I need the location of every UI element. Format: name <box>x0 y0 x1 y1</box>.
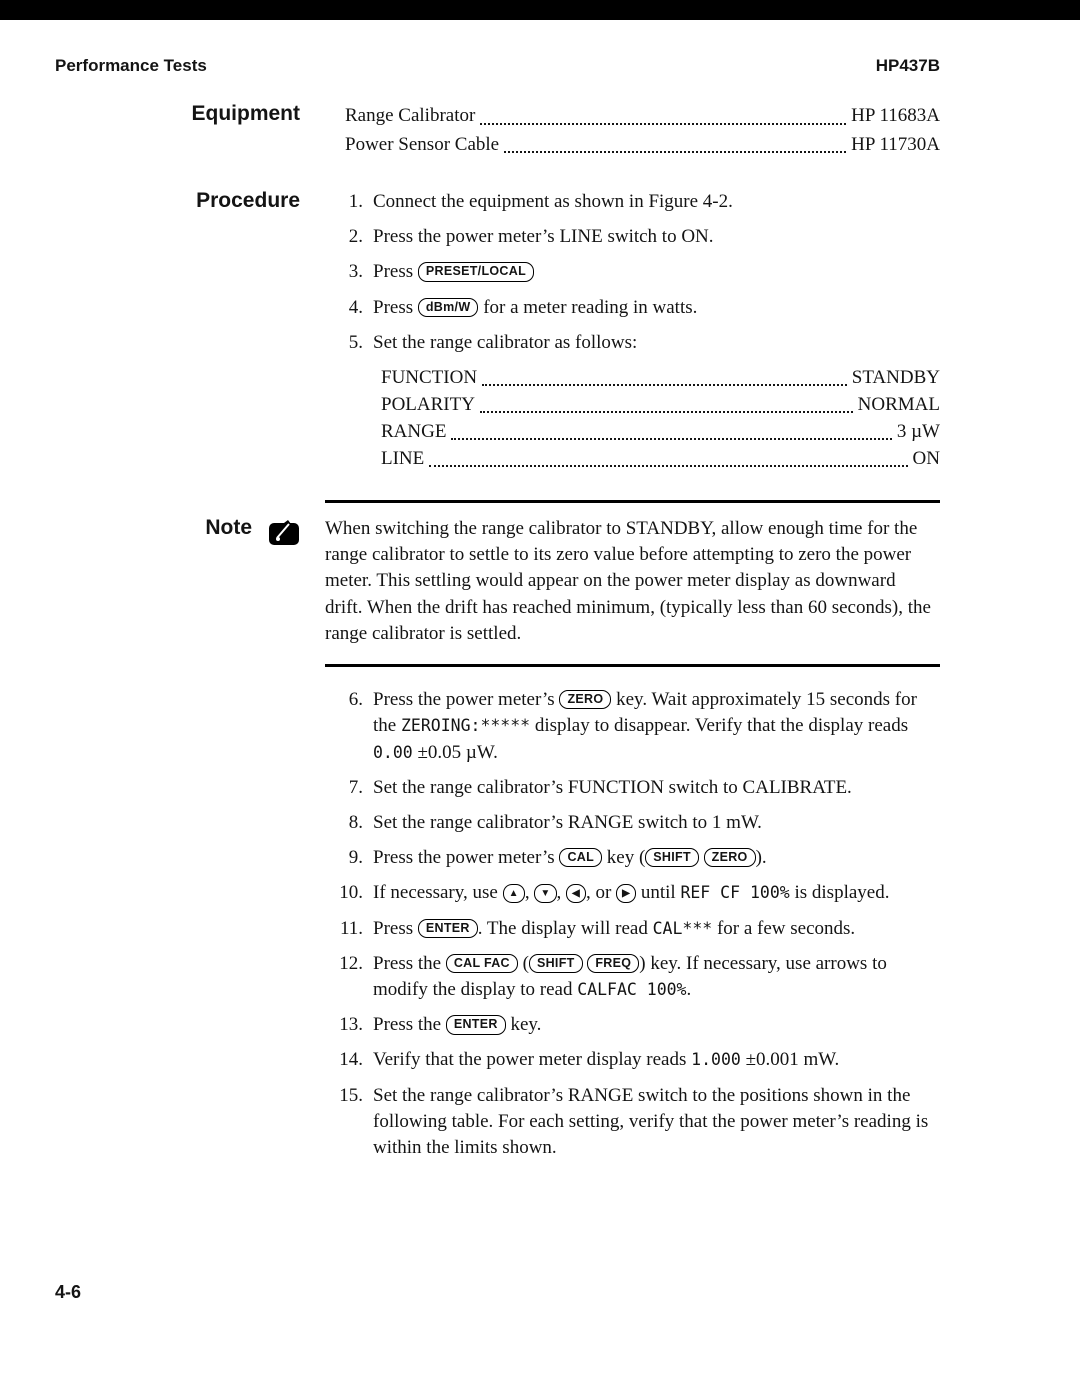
text-run: is displayed. <box>789 882 890 904</box>
setting-name: POLARITY <box>381 394 475 416</box>
text-run: ±0.001 mW. <box>740 1049 840 1071</box>
text-run: . <box>686 979 692 1001</box>
step-text <box>373 951 940 1003</box>
leader-dots <box>482 384 847 386</box>
display-readout: CAL*** <box>652 918 713 938</box>
step-text <box>373 189 940 215</box>
setting-name: RANGE <box>381 421 447 443</box>
leader-dots <box>480 123 846 125</box>
leader-dots <box>451 438 891 440</box>
step-text <box>373 224 940 250</box>
step-text <box>373 916 940 942</box>
step-number: 6. <box>348 689 363 711</box>
keycap: ZERO <box>559 690 611 709</box>
spacer-cell <box>55 687 300 1170</box>
page-top-bar <box>0 0 1080 20</box>
leader-dots <box>429 465 907 467</box>
text-run: ( <box>517 952 529 974</box>
step-text <box>373 810 940 836</box>
arrow-keycap: ▶ <box>616 884 636 903</box>
procedure-step <box>325 1047 940 1073</box>
calibrator-settings <box>381 365 940 473</box>
step-text <box>373 687 940 766</box>
keycap: PRESET/LOCAL <box>418 262 534 281</box>
procedure-step <box>325 1012 940 1038</box>
note-section <box>0 500 1080 667</box>
text-run: ) key. If necessary, use arrows to modify the display to read <box>373 952 887 1001</box>
procedure-step <box>325 810 940 836</box>
step-number: 13. <box>339 1014 363 1036</box>
text-run: Connect the equipment as shown in Figure 4-2. <box>373 191 733 212</box>
procedure-step <box>325 687 940 766</box>
text-run: for a meter reading in watts. <box>478 296 698 318</box>
step-text <box>373 775 940 801</box>
text-run: key. Wait approximately 15 seconds for the <box>373 689 917 737</box>
step-number: 4. <box>348 296 363 318</box>
keycap: dBm/W <box>418 298 479 317</box>
procedure-section <box>0 189 1080 484</box>
setting-name: FUNCTION <box>381 367 478 389</box>
step-text <box>373 1012 940 1038</box>
procedure-continued <box>0 687 1080 1170</box>
procedure-step <box>325 224 940 250</box>
equipment-name: Power Sensor Cable <box>345 133 500 155</box>
display-readout: REF CF 100% <box>680 883 790 903</box>
step-text <box>373 1047 940 1073</box>
leader-line <box>381 392 940 419</box>
leader-line <box>381 446 940 473</box>
leader-line <box>381 365 940 392</box>
procedure-step <box>325 775 940 801</box>
display-readout: ZEROING:***** <box>400 716 531 736</box>
step-number: 3. <box>348 261 363 283</box>
procedure-step <box>325 1083 940 1162</box>
keycap: CAL <box>559 848 602 867</box>
arrow-keycap: ▲ <box>503 884 525 903</box>
text-run: key. <box>505 1014 542 1036</box>
text-run: ±0.05 µW. <box>412 741 498 763</box>
procedure-heading: Procedure <box>196 189 300 212</box>
step-text <box>373 845 940 871</box>
step-number: 9. <box>348 847 363 869</box>
text-run: until <box>636 882 681 904</box>
procedure-step <box>325 951 940 1003</box>
step-text <box>373 1083 940 1162</box>
text-run: Set the range calibrator’s FUNCTION switch to CALIBRATE. <box>373 776 852 798</box>
procedure-step <box>325 259 940 285</box>
header-section-title: Performance Tests <box>55 56 207 75</box>
step-text <box>373 880 940 906</box>
note-label: Note <box>205 515 252 539</box>
leader-line <box>345 131 940 160</box>
page-number: 4-6 <box>55 1282 82 1302</box>
leader-dots <box>504 151 846 153</box>
procedure-steps-1-5 <box>325 189 940 484</box>
text-run: Press <box>373 917 418 939</box>
note-label-cell <box>55 500 300 667</box>
text-run: Press <box>373 296 418 318</box>
text-run: for a few seconds. <box>712 917 856 939</box>
setting-value: 3 µW <box>896 421 940 443</box>
page-header <box>0 20 1080 76</box>
text-run: If necessary, use <box>373 882 503 904</box>
step-number: 1. <box>348 191 363 212</box>
leader-line <box>381 419 940 446</box>
setting-name: LINE <box>381 448 425 469</box>
step-number: 10. <box>339 882 363 904</box>
text-run: . The display will read <box>477 917 653 939</box>
setting-value: STANDBY <box>851 367 940 389</box>
keycap: CAL FAC <box>446 954 518 973</box>
procedure-step <box>325 330 940 475</box>
text-run: Set the range calibrator as follows: <box>373 331 638 353</box>
text-run: Set the range calibrator’s RANGE switch to the positions shown in the following table. For each setting, verify that the power meter’s reading is within the limits shown. <box>373 1084 929 1159</box>
step-number: 7. <box>348 776 363 798</box>
step-text <box>373 330 940 475</box>
text-run: Verify that the power meter display reads <box>373 1049 692 1071</box>
keycap: ZERO <box>704 848 756 867</box>
keycap: FREQ <box>587 954 639 973</box>
text-run <box>699 847 704 868</box>
text-run: Set the range calibrator’s RANGE switch to 1 mW. <box>373 811 762 833</box>
keycap: SHIFT <box>529 954 583 973</box>
keycap: ENTER <box>418 919 478 938</box>
display-readout: 1.000 <box>691 1050 741 1070</box>
keycap: SHIFT <box>645 848 699 867</box>
step-number: 5. <box>348 331 363 353</box>
text-run: , <box>524 882 535 904</box>
arrow-keycap: ◀ <box>566 884 586 903</box>
header-model-number: HP437B <box>875 56 940 75</box>
procedure-step <box>325 880 940 906</box>
display-readout: 0.00 <box>373 742 413 762</box>
procedure-step <box>325 295 940 321</box>
text-run: Press the power meter’s <box>373 847 560 869</box>
text-run: , or <box>586 882 617 904</box>
display-readout: CALFAC 100% <box>577 980 687 1000</box>
equipment-name: Range Calibrator <box>345 105 476 126</box>
procedure-steps-6-15 <box>325 687 940 1170</box>
equipment-value: HP 11730A <box>851 133 940 155</box>
leader-line <box>345 102 940 131</box>
text-run: Press the power meter’s LINE switch to ON. <box>373 226 714 248</box>
text-run: Press the <box>373 1014 446 1036</box>
equipment-heading: Equipment <box>191 102 300 125</box>
setting-value: ON <box>912 448 940 469</box>
text-run: Press the <box>373 952 446 974</box>
equipment-list <box>345 102 940 159</box>
step-number: 8. <box>348 811 363 833</box>
step-number: 14. <box>339 1049 363 1071</box>
text-run: display to disappear. Verify that the display reads <box>530 715 909 737</box>
text-run: , <box>556 882 567 904</box>
note-hand-icon <box>268 518 300 553</box>
setting-value: NORMAL <box>857 394 940 416</box>
leader-dots <box>480 411 853 413</box>
text-run: key ( <box>602 847 646 869</box>
keycap: ENTER <box>446 1015 506 1034</box>
procedure-step <box>325 189 940 215</box>
equipment-value: HP 11683A <box>851 105 940 126</box>
note-text: When switching the range calibrator to STANDBY, allow enough time for the range calibrator to settle to its zero value before attempting to zero the power meter. This settling would appear on the power meter display as downward drift. When the drift has reached minimum, (typically less than 60 seconds), the range calibrator is settled. <box>325 500 940 667</box>
arrow-keycap: ▼ <box>534 884 556 903</box>
step-number: 15. <box>339 1084 363 1106</box>
text-run: Press the power meter’s <box>373 689 560 711</box>
procedure-step <box>325 845 940 871</box>
step-number: 2. <box>348 226 363 248</box>
step-number: 11. <box>339 917 363 939</box>
text-run: Press <box>373 261 418 283</box>
step-text <box>373 259 940 285</box>
equipment-section <box>0 102 1080 159</box>
step-number: 12. <box>339 952 363 974</box>
text-run: ). <box>755 847 767 869</box>
step-text <box>373 295 940 321</box>
procedure-step <box>325 916 940 942</box>
